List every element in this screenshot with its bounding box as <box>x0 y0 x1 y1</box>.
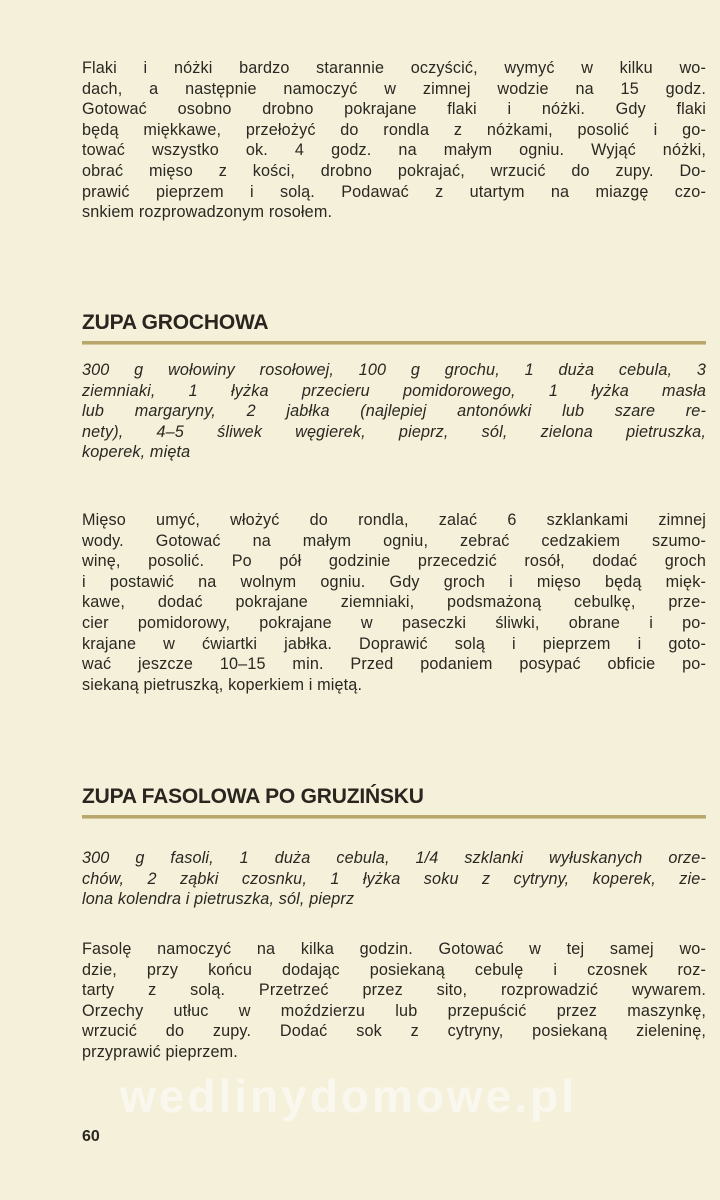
instructions-fasolowa <box>82 939 706 1063</box>
text-line: Fasolę namoczyć na kilka godzin. Gotować w tej samej wo- <box>82 940 706 958</box>
text-line: prawić pieprzem i solą. Podawać z utartym na miazgę czo- <box>82 182 706 201</box>
heading-rule <box>82 341 706 345</box>
text-line: dach, a następnie namoczyć w zimnej wodzie na 15 godz. <box>82 79 706 98</box>
text-line: przyprawić pieprzem. <box>82 1042 238 1061</box>
ingredients-fasolowa <box>82 848 706 910</box>
text-line: snkiem rozprowadzonym rosołem. <box>82 203 333 222</box>
text-line: lona kolendra i pietruszka, sól, pieprz <box>82 890 355 909</box>
text-line: kawe, dodać pokrajane ziemniaki, podsmażoną cebulkę, prze- <box>82 593 706 612</box>
text-line: krajane w ćwiartki jabłka. Doprawić solą i pieprzem i goto- <box>82 634 706 653</box>
text-line: ziemniaki, 1 łyżka przecieru pomidorowego, 1 łyżka masła <box>82 381 706 400</box>
heading-rule <box>82 815 706 819</box>
ingredients-grochowa <box>82 360 706 463</box>
text-line: wrzucić do zupy. Dodać sok z cytryny, posiekaną zieleninę, <box>82 1022 706 1041</box>
text-line: tować wszystko ok. 4 godz. na małym ogniu. Wyjąć nóżki, <box>82 141 706 160</box>
watermark: wedlinydomowe.pl <box>120 1070 577 1122</box>
paragraph-intro <box>82 58 706 223</box>
text-line: będą miękkawe, przełożyć do rondla z nóżkami, posolić i go- <box>82 120 706 139</box>
text-line: Gotować osobno drobno pokrajane flaki i nóżki. Gdy flaki <box>82 100 706 119</box>
text-line: obrać mięso z kości, drobno pokrajać, wrzucić do zupy. Do- <box>82 161 706 180</box>
text-line: lub margaryny, 2 jabłka (najlepiej antonówki lub szare re- <box>82 402 706 421</box>
instructions-grochowa <box>82 510 706 695</box>
text-line: 300 g wołowiny rosołowej, 100 g grochu, 1 duża cebula, 3 <box>82 361 706 379</box>
recipe-title-fasolowa: ZUPA FASOLOWA PO GRUZIŃSKU <box>82 785 424 808</box>
text-line: winę, posolić. Po pół godzinie przecedzić rosół, dodać groch <box>82 552 706 571</box>
text-line: tarty z solą. Przetrzeć przez sito, rozprowadzić wywarem. <box>82 981 706 1000</box>
text-line: Mięso umyć, włożyć do rondla, zalać 6 szklankami zimnej <box>82 511 706 529</box>
text-line: nety), 4–5 śliwek węgierek, pieprz, sól, zielona pietruszka, <box>82 422 706 441</box>
text-line: 300 g fasoli, 1 duża cebula, 1/4 szklanki wyłuskanych orze- <box>82 849 706 867</box>
text-line: koperek, mięta <box>82 443 191 462</box>
text-line: chów, 2 ząbki czosnku, 1 łyżka soku z cytryny, koperek, zie- <box>82 869 706 888</box>
text-line: wody. Gotować na małym ogniu, zebrać cedzakiem szumo- <box>82 531 706 550</box>
text-line: siekaną pietruszką, koperkiem i miętą. <box>82 675 363 694</box>
text-line: Flaki i nóżki bardzo starannie oczyścić, wymyć w kilku wo- <box>82 59 706 77</box>
text-line: Orzechy utłuc w moździerzu lub przepuścić przez maszynkę, <box>82 1001 706 1020</box>
text-line: wać jeszcze 10–15 min. Przed podaniem posypać obficie po- <box>82 655 706 674</box>
text-line: dzie, przy końcu dodając posiekaną cebulę i czosnek roz- <box>82 960 706 979</box>
text-line: i postawić na wolnym ogniu. Gdy groch i mięso będą mięk- <box>82 572 706 591</box>
page-number: 60 <box>82 1128 100 1145</box>
recipe-title-grochowa: ZUPA GROCHOWA <box>82 311 269 334</box>
text-line: cier pomidorowy, pokrajane w paseczki śliwki, obrane i po- <box>82 613 706 632</box>
